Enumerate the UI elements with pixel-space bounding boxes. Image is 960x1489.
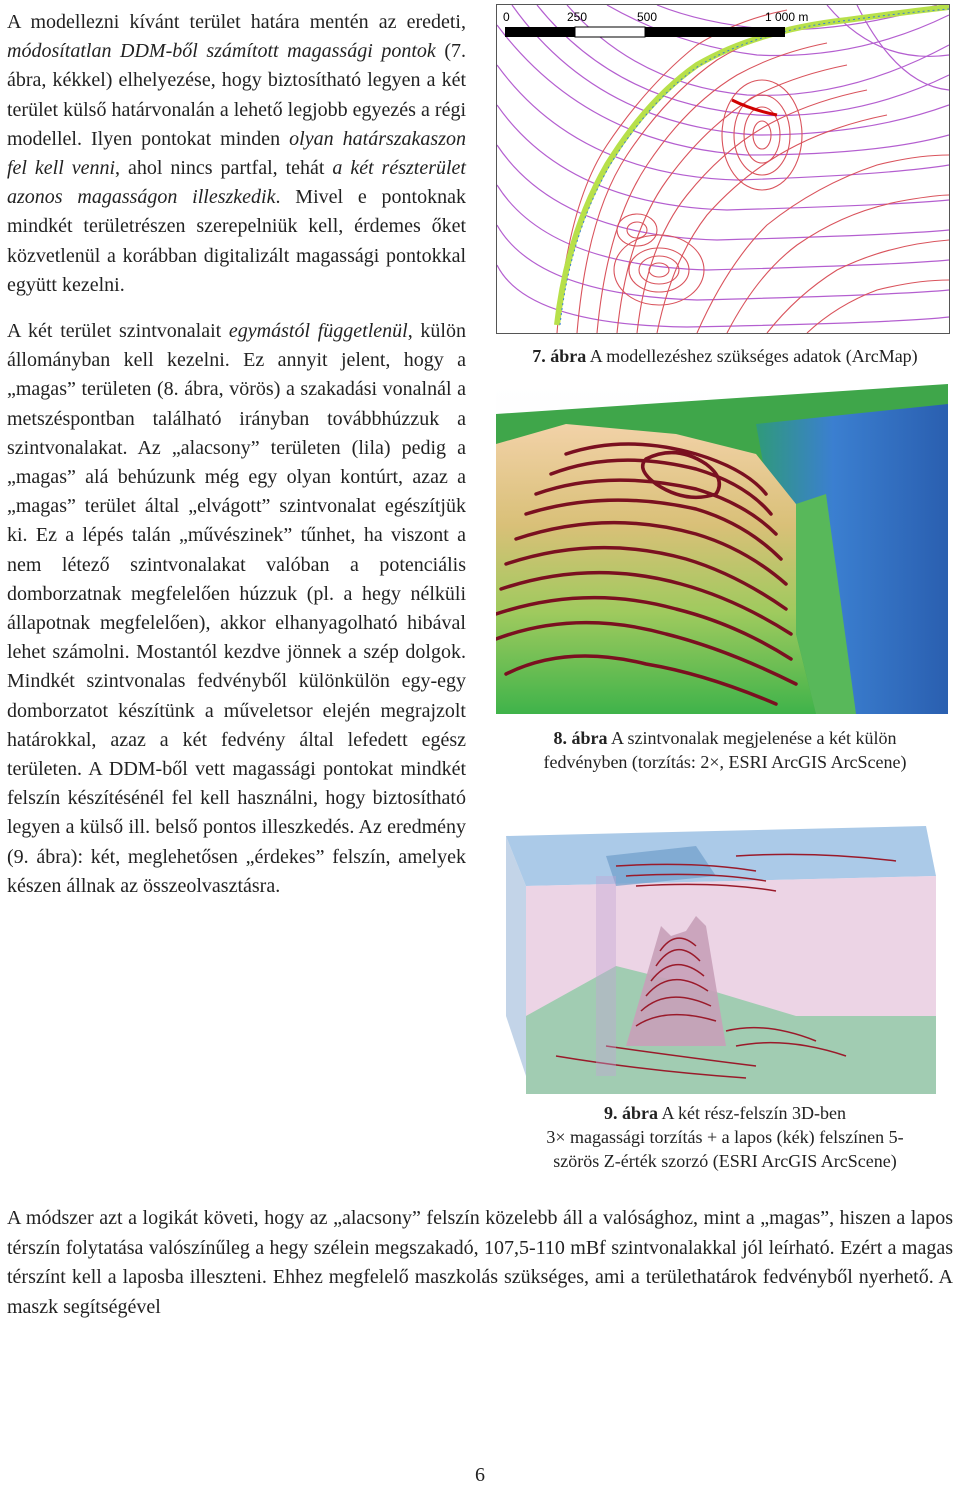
text-run: A modellezni kívánt terület határa mentén az eredeti, (7, 11, 466, 33)
figure-8-caption-line2: fedvényben (torzítás: 2×, ESRI ArcGIS ArcScene) (543, 752, 907, 772)
italic-run: módosítatlan DDM-ből számított magassági pontok (7, 40, 436, 63)
italic-run: olyan határszakaszon fel kell venni (7, 127, 466, 180)
text-run: A két terület szintvonalait (7, 320, 229, 343)
text-run: , ahol nincs partfal, tehát (115, 157, 333, 180)
scale-label-250: 250 (567, 10, 588, 24)
bottom-paragraph (7, 1204, 953, 1322)
page-number: 6 (475, 1464, 485, 1486)
scale-label-1000: 1 000 m (765, 10, 809, 24)
figure-8-3d-contours (496, 384, 948, 714)
figure-8-caption (490, 726, 960, 774)
scale-label-500: 500 (637, 10, 658, 24)
contour-map-svg (497, 5, 949, 333)
figure-9-two-surfaces (496, 816, 948, 1094)
text-run: (7. ábra, kékkel) elhelyezése, hogy biztosítható legyen a két terület külső határvonalán a lehető legjobb egyezés a régi modellel. Ilyen pontokat minden (7, 40, 467, 150)
figure-8-caption-number: 8. ábra (553, 728, 608, 748)
figure-9-caption-line2: 3× magassági torzítás + a lapos (kék) felszínen 5- (546, 1127, 904, 1147)
surfaces-3d-svg (496, 816, 948, 1094)
figure-7-caption-number: 7. ábra (532, 346, 587, 366)
figure-7-caption-text: A modellezéshez szükséges adatok (ArcMap) (586, 346, 918, 366)
text-run: . Mivel e pontoknak mindkét területrészen szerepelniük kell, érdemes őket közvetlenül a korábban digitalizált magassági pontokkal együtt kezelni. (7, 186, 466, 296)
left-column (7, 8, 466, 901)
figure-9-caption-line3: szörös Z-érték szorzó (ESRI ArcGIS ArcScene) (553, 1151, 897, 1171)
figure-7-caption (490, 344, 960, 368)
bottom-paragraph-text: A módszer azt a logikát követi, hogy az „alacsony” felszín közelebb áll a valósághoz, mint a „magas”, hiszen a lapos térszín folytatása valószínűleg a hegy szélein megszakadó, 107,5-110 mBf szintvonalakkal jól leírható. Ezért a magas térszínt kell a laposba illeszteni. Ehhez megfelelő maszkolás szükséges, ami a területhatárok fedvényből nyerhető. A maszk segítségével (7, 1207, 953, 1318)
paragraph-2 (7, 317, 466, 901)
figure-9-caption (490, 1101, 960, 1173)
paragraph-1 (7, 8, 466, 300)
scene-3d-svg (496, 384, 948, 714)
figure-7-contour-map (496, 4, 950, 334)
italic-run: egymástól függetlenül (228, 320, 408, 343)
figure-9-caption-number: 9. ábra (604, 1103, 659, 1123)
figure-8-caption-line1: A szintvonalak megjelenése a két külön (607, 728, 897, 748)
text-run: , külön állományban kell kezelni. Ez annyit jelent, hogy a „magas” területen (8. ábra, vörös) a szakadási vonalnál a metszéspontban található irányban továbbhúzzuk a szintvonalakat. Az „alacsony” területen (lila) pedig a „magas” alá behúzunk még egy olyan kontúrt, azaz a „magas” terület által „elvágott” szintvonalat egészítjük ki. Ez a lépés talán „művészinek” tűnhet, ha viszont a nem létező szintvonalakat valóban a potenciális domborzatnak megfelelően húzzuk (pl. a hegy nélküli állapotnak megfelelően), akkor elhanyagolható hibával lehet számolni. Mostantól kezdve jönnek a szép dolgok. Mindkét szintvonalas fedvényből különkülön egy-egy domborzatot készítünk a műveletsor elején megrajzolt határokkal, azaz a két fedvény által lefedett egész területen. A DDM-ből vett magassági pontokat mindkét felszín készítésénél fel kell használni, hogy biztosítható legyen a külső ill. belső pontos illeszkedés. Az eredmény (9. ábra): két, meglehetősen „érdekes” felszín, amelyek készen állnak az összeolvasztásra. (7, 320, 466, 897)
figure-9-caption-line1: A két rész-felszín 3D-ben (658, 1103, 846, 1123)
italic-run: a két részterület azonos magasságon illeszkedik (7, 157, 466, 209)
scale-label-0: 0 (503, 10, 510, 24)
